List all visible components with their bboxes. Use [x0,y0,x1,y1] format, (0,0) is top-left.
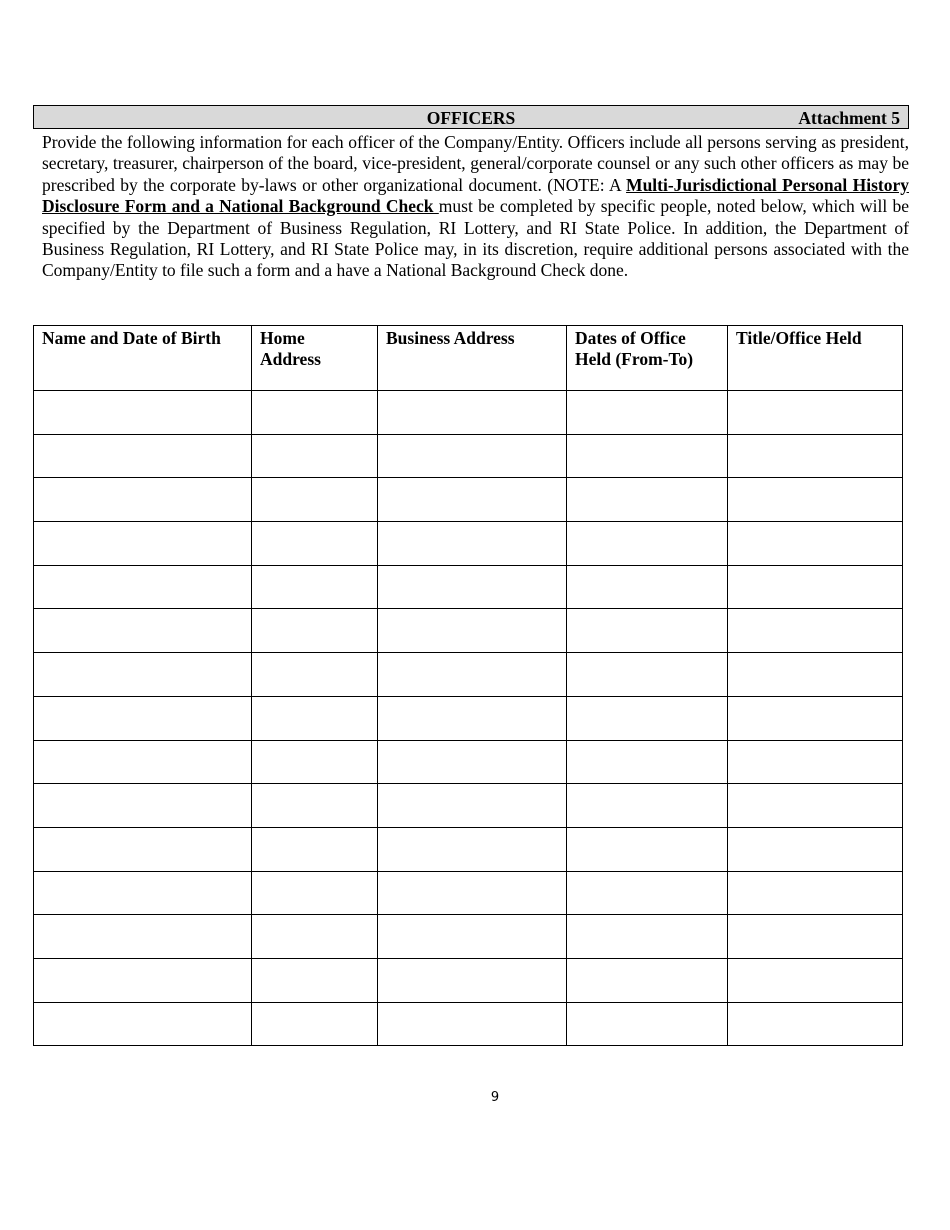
cell-dates-office-held[interactable] [567,391,728,435]
cell-business-address[interactable] [378,696,567,740]
instructions-text-start: Provide the following information for each officer of the Company/Entity. Officers include all persons serving as president, secretary, treasurer, chairperson of the board, vice-president, general/corporate counsel or any such other officers as may be prescribed by the corporate by-laws or other organizational document. (NOTE: A [42,132,909,195]
cell-dates-office-held[interactable] [567,784,728,828]
officers-table-body [34,391,903,1046]
cell-name-dob[interactable] [34,827,252,871]
cell-name-dob[interactable] [34,478,252,522]
cell-title-office[interactable] [728,565,903,609]
disclosure-form-reference: Multi-Jurisdictional Personal History Disclosure Form and a National Background Check [42,174,909,217]
cell-home-address[interactable] [252,827,378,871]
cell-title-office[interactable] [728,522,903,566]
cell-name-dob[interactable] [34,915,252,959]
cell-home-address[interactable] [252,915,378,959]
cell-title-office[interactable] [728,784,903,828]
cell-name-dob[interactable] [34,1002,252,1046]
cell-dates-office-held[interactable] [567,522,728,566]
cell-business-address[interactable] [378,827,567,871]
column-header-title-office: Title/Office Held [728,326,903,391]
cell-name-dob[interactable] [34,522,252,566]
cell-dates-office-held[interactable] [567,958,728,1002]
cell-title-office[interactable] [728,740,903,784]
table-row [34,827,903,871]
cell-dates-office-held[interactable] [567,915,728,959]
cell-dates-office-held[interactable] [567,1002,728,1046]
cell-home-address[interactable] [252,958,378,1002]
table-header-row [34,326,903,391]
cell-name-dob[interactable] [34,740,252,784]
cell-business-address[interactable] [378,871,567,915]
cell-home-address[interactable] [252,740,378,784]
cell-name-dob[interactable] [34,871,252,915]
table-row [34,522,903,566]
cell-dates-office-held[interactable] [567,565,728,609]
section-title: OFFICERS [426,108,516,128]
instructions-paragraph [42,132,909,282]
cell-home-address[interactable] [252,871,378,915]
section-header-bar [33,105,909,129]
column-header-business-address: Business Address [378,326,567,391]
cell-business-address[interactable] [378,609,567,653]
table-row [34,871,903,915]
cell-title-office[interactable] [728,958,903,1002]
cell-business-address[interactable] [378,958,567,1002]
table-row [34,696,903,740]
table-row [34,784,903,828]
table-row [34,958,903,1002]
cell-title-office[interactable] [728,696,903,740]
cell-home-address[interactable] [252,434,378,478]
cell-name-dob[interactable] [34,696,252,740]
cell-business-address[interactable] [378,434,567,478]
column-header-home-address: Home Address [252,326,378,391]
cell-business-address[interactable] [378,391,567,435]
column-header-name-dob: Name and Date of Birth [34,326,252,391]
cell-title-office[interactable] [728,653,903,697]
cell-dates-office-held[interactable] [567,434,728,478]
cell-title-office[interactable] [728,871,903,915]
cell-home-address[interactable] [252,653,378,697]
cell-business-address[interactable] [378,784,567,828]
cell-home-address[interactable] [252,478,378,522]
cell-title-office[interactable] [728,434,903,478]
page-number: 9 [490,1090,500,1105]
cell-name-dob[interactable] [34,565,252,609]
cell-dates-office-held[interactable] [567,653,728,697]
table-row [34,740,903,784]
cell-home-address[interactable] [252,784,378,828]
table-row [34,434,903,478]
cell-name-dob[interactable] [34,958,252,1002]
cell-dates-office-held[interactable] [567,609,728,653]
cell-business-address[interactable] [378,915,567,959]
cell-business-address[interactable] [378,740,567,784]
cell-name-dob[interactable] [34,609,252,653]
table-row [34,915,903,959]
cell-business-address[interactable] [378,565,567,609]
cell-home-address[interactable] [252,1002,378,1046]
cell-name-dob[interactable] [34,784,252,828]
attachment-label: Attachment 5 [798,108,900,128]
cell-home-address[interactable] [252,696,378,740]
cell-title-office[interactable] [728,1002,903,1046]
cell-dates-office-held[interactable] [567,871,728,915]
column-header-dates-office-held: Dates of Office Held (From-To) [567,326,728,391]
officers-table [33,325,903,1046]
cell-dates-office-held[interactable] [567,696,728,740]
cell-title-office[interactable] [728,915,903,959]
table-row [34,609,903,653]
cell-business-address[interactable] [378,1002,567,1046]
cell-name-dob[interactable] [34,653,252,697]
cell-title-office[interactable] [728,391,903,435]
cell-business-address[interactable] [378,653,567,697]
cell-title-office[interactable] [728,827,903,871]
cell-title-office[interactable] [728,609,903,653]
cell-home-address[interactable] [252,522,378,566]
table-row [34,653,903,697]
table-row [34,391,903,435]
cell-title-office[interactable] [728,478,903,522]
table-row [34,478,903,522]
cell-home-address[interactable] [252,391,378,435]
cell-home-address[interactable] [252,565,378,609]
cell-dates-office-held[interactable] [567,740,728,784]
table-row [34,565,903,609]
cell-name-dob[interactable] [34,391,252,435]
cell-home-address[interactable] [252,609,378,653]
table-row [34,1002,903,1046]
cell-business-address[interactable] [378,478,567,522]
instructions-text-end: must be completed by specific people, noted below, which will be specified by the Department of Business Regulation, RI Lottery, and RI State Police. In addition, the Department of Business Regulation, RI Lottery, and RI State Police may, in its discretion, require additional persons associated with the Company/Entity to file such a form and a have a National Background Check done. [42,196,909,281]
cell-business-address[interactable] [378,522,567,566]
cell-dates-office-held[interactable] [567,478,728,522]
cell-name-dob[interactable] [34,434,252,478]
cell-dates-office-held[interactable] [567,827,728,871]
